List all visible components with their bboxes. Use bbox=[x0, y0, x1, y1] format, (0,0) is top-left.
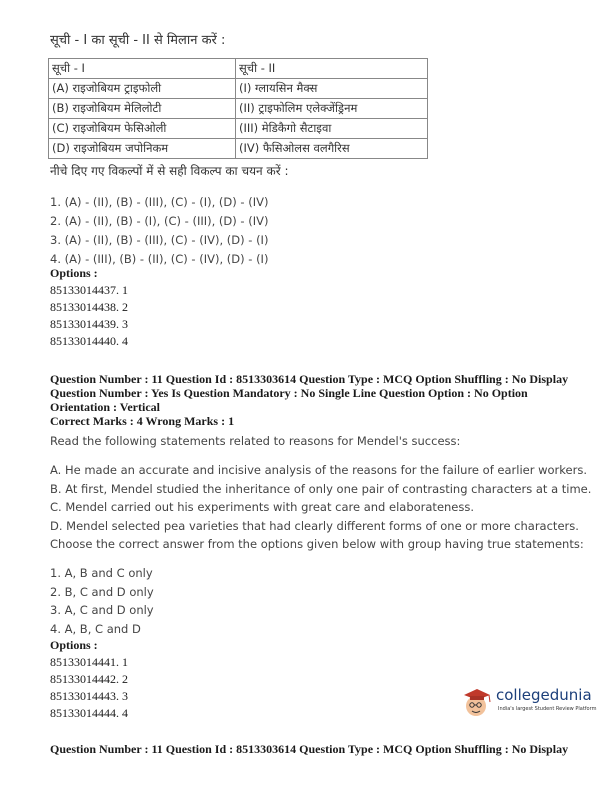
list-1-cell: (B) राइजोबियम मेलिलोटी bbox=[49, 99, 236, 119]
q11-choice-list bbox=[50, 564, 154, 638]
list-1-cell: (C) राइजोबियम फेसिओली bbox=[49, 119, 236, 139]
list-2-cell: सूची - II bbox=[236, 59, 428, 79]
list-2-cell: (IV) फैसिओलस वलगैरिस bbox=[236, 139, 428, 159]
q11-options-block bbox=[50, 637, 128, 722]
list-1-cell: (D) राइजोबियम जपोनिकम bbox=[49, 139, 236, 159]
table-row bbox=[49, 79, 428, 99]
footer-question-meta: Question Number : 11 Question Id : 8513303614 Question Type : MCQ Option Shuffling : No Display bbox=[50, 742, 569, 756]
graduate-icon bbox=[462, 686, 494, 720]
statement: B. At first, Mendel studied the inheritance of only one pair of contrasting characters at a time. bbox=[50, 481, 592, 496]
q11-meta bbox=[50, 372, 590, 414]
option-code: 85133014438. 2 bbox=[50, 300, 128, 314]
q10-choice-list bbox=[50, 193, 268, 269]
table-row bbox=[49, 99, 428, 119]
table-row bbox=[49, 139, 428, 159]
option-code: 85133014437. 1 bbox=[50, 283, 128, 297]
table-row bbox=[49, 119, 428, 139]
q10-options-block bbox=[50, 265, 128, 350]
meta-line: Question Number : Yes Is Question Mandatory : No Single Line Question Option : No Option bbox=[50, 386, 528, 400]
q11-question-text: Read the following statements related to reasons for Mendel's success: bbox=[50, 434, 461, 448]
option-code: 85133014440. 4 bbox=[50, 334, 128, 348]
statement: C. Mendel carried out his experiments with great care and elaborateness. bbox=[50, 500, 475, 514]
statement: A. He made an accurate and incisive analysis of the reasons for the failure of earlier workers. bbox=[50, 463, 587, 477]
options-label: Options : bbox=[50, 638, 98, 652]
list-item: 2. (A) - (II), (B) - (I), (C) - (III), (D) - (IV) bbox=[50, 214, 269, 228]
option-code: 85133014439. 3 bbox=[50, 317, 128, 331]
option-code: 85133014443. 3 bbox=[50, 689, 128, 703]
list-item: 3. A, C and D only bbox=[50, 603, 154, 617]
q11-statements bbox=[50, 461, 595, 554]
logo-wordmark: collegedunia bbox=[496, 686, 592, 704]
options-label: Options : bbox=[50, 266, 98, 280]
list-item: 2. B, C and D only bbox=[50, 584, 154, 599]
list-2-cell: (III) मेडिकैगो सैटाइवा bbox=[236, 119, 428, 139]
match-table bbox=[48, 58, 428, 159]
statement: D. Mendel selected pea varieties that had clearly different forms of one or more characters. bbox=[50, 518, 579, 533]
option-code: 85133014442. 2 bbox=[50, 672, 128, 686]
statement: Choose the correct answer from the options given below with group having true statements: bbox=[50, 537, 584, 551]
list-2-cell: (II) ट्राइफोलिम एलेक्जेंड्रिनम bbox=[236, 99, 428, 119]
list-item: 1. (A) - (II), (B) - (III), (C) - (I), (D) - (IV) bbox=[50, 195, 269, 209]
option-code: 85133014441. 1 bbox=[50, 655, 128, 669]
list-item: 4. A, B, C and D bbox=[50, 621, 141, 636]
q11-marks: Correct Marks : 4 Wrong Marks : 1 bbox=[50, 414, 235, 428]
table-row bbox=[49, 59, 428, 79]
logo-tagline: India's largest Student Review Platform bbox=[498, 706, 597, 712]
list-item: 3. (A) - (II), (B) - (III), (C) - (IV), (D) - (I) bbox=[50, 233, 269, 247]
collegedunia-logo bbox=[462, 684, 602, 724]
meta-line: Orientation : Vertical bbox=[50, 400, 160, 414]
option-code: 85133014444. 4 bbox=[50, 706, 128, 720]
list-1-cell: (A) राइजोबियम ट्राइफोली bbox=[49, 79, 236, 99]
list-item: 1. A, B and C only bbox=[50, 566, 153, 580]
q10-choose-text: नीचे दिए गए विकल्पों में से सही विकल्प का चयन करें : bbox=[50, 164, 289, 178]
q10-heading: सूची - I का सूची - II से मिलान करें : bbox=[50, 33, 226, 48]
list-1-cell: सूची - I bbox=[49, 59, 236, 79]
list-item: 4. (A) - (III), (B) - (II), (C) - (IV), (D) - (I) bbox=[50, 252, 269, 266]
list-2-cell: (I) ग्लायसिन मैक्स bbox=[236, 79, 428, 99]
meta-line: Question Number : 11 Question Id : 8513303614 Question Type : MCQ Option Shuffling : No Display bbox=[50, 372, 569, 386]
